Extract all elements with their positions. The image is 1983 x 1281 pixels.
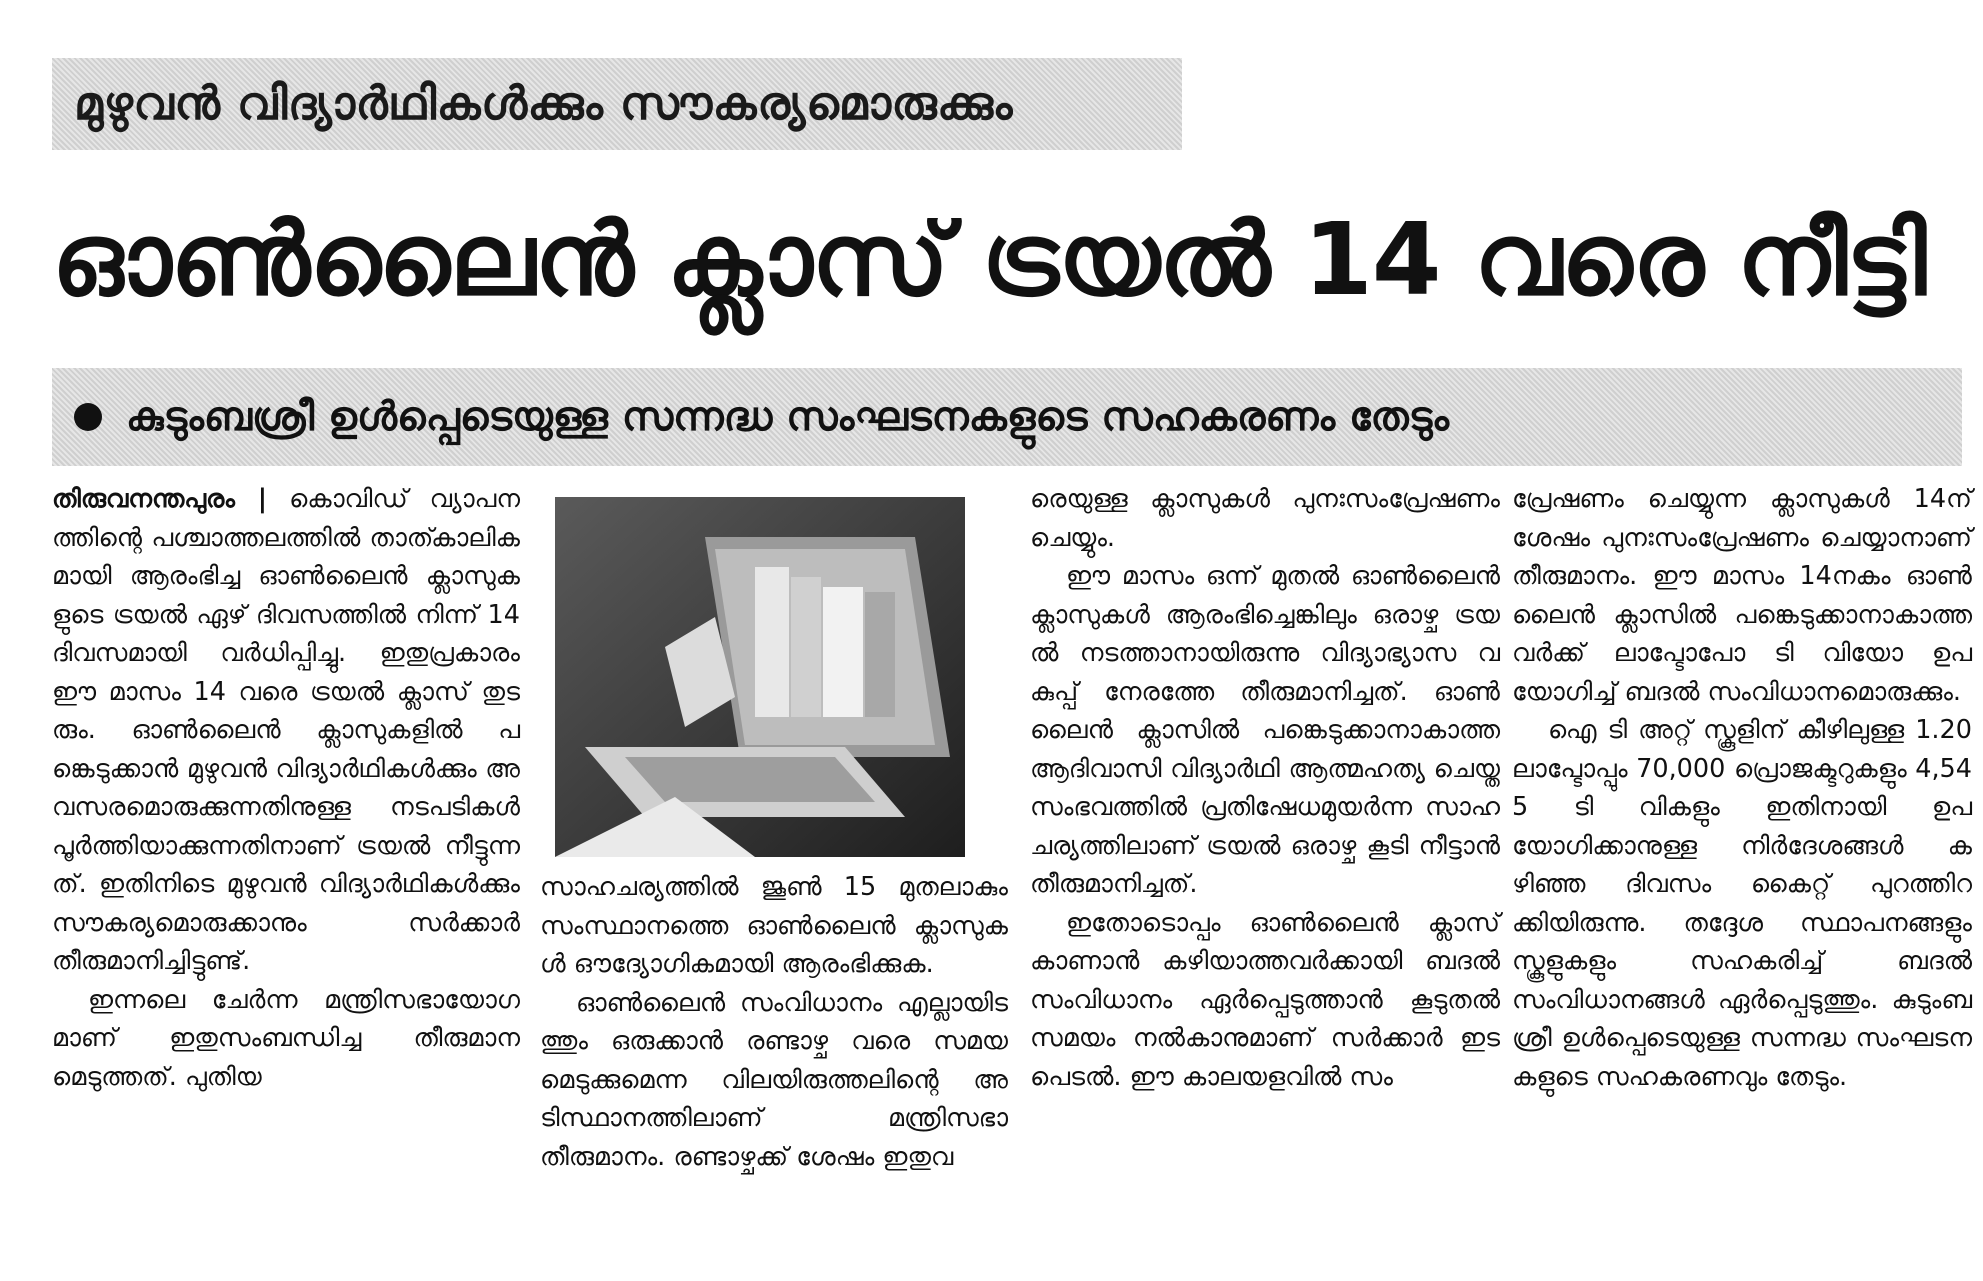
kicker-text: മുഴുവൻ വിദ്യാർഥികൾക്കും സൗകര്യമൊരുക്കും [74,76,1013,130]
laptop-books-icon [555,497,965,857]
paragraph: കൊവിഡ് വ്യാപനത്തിന്റെ പശ്ചാത്തലത്തിൽ താത്കാലികമായി ആരംഭിച്ച ഓൺലൈൻ ക്ലാസുകളുടെ ട്രയൽ ഏഴ് ദിവസത്തിൽ നിന്ന് 14 ദിവസമായി വർധിപ്പിച്ചു. ഇതുപ്രകാരം ഈ മാസം 14 വരെ ട്രയൽ ക്ലാസ് തുടരും. ഓൺലൈൻ ക്ലാസുകളിൽ പങ്കെടുക്കാൻ മുഴുവൻ വിദ്യാർഥികൾക്കും അവസരമൊരുക്കുന്നതിനുള്ള നടപടികൾ പൂർത്തിയാക്കുന്നതിനാണ് ട്രയൽ നീട്ടുന്നത്. ഇതിനിടെ മുഴുവൻ വിദ്യാർഥികൾക്കും സൗകര്യമൊരുക്കാനും സർക്കാർ തീരുമാനിച്ചിട്ടുണ്ട്. [52,484,520,976]
subdeck-text: കുടുംബശ്രീ ഉൾപ്പെടെയുള്ള സന്നദ്ധ സംഘടനകളുടെ സഹകരണം തേടും [126,394,1449,440]
dateline: തിരുവനന്തപുരം | [52,484,268,514]
article-column-3 [1030,480,1500,1096]
paragraph: ഐ ടി അറ്റ് സ്കൂളിന് കീഴിലുള്ള 1.20 ലാപ്ടോപ്പും 70,000 പ്രൊജക്ടറുകളും 4,545 ടി വികളും ഇതിനായി ഉപയോഗിക്കാനുള്ള നിർദേശങ്ങൾ കഴിഞ്ഞ ദിവസം കൈറ്റ് പുറത്തിറക്കിയിരുന്നു. തദ്ദേശ സ്ഥാപനങ്ങളും സ്കൂളുകളും സഹകരിച്ച് ബദൽ സംവിധാനങ്ങൾ ഏർപ്പെടുത്തും. കുടുംബശ്രീ ഉൾപ്പെടെയുള്ള സന്നദ്ധ സംഘടനകളുടെ സഹകരണവും തേടും. [1512,715,1972,1092]
paragraph: രെയുള്ള ക്ലാസുകൾ പുനഃസംപ്രേഷണം ചെയ്യും. [1030,484,1500,553]
paragraph: ഓൺലൈൻ സംവിധാനം എല്ലായിടത്തും ഒരുക്കാൻ രണ്ടാഴ്ച വരെ സമയമെടുക്കുമെന്ന വിലയിരുത്തലിന്റെ അടിസ്ഥാനത്തിലാണ് മന്ത്രിസഭാ തീരുമാനം. രണ്ടാഴ്ചക്ക് ശേഷം ഇതുവ [540,987,1008,1172]
article-column-2 [540,868,1008,1176]
kicker-banner [52,58,1182,150]
article-photo [555,497,965,857]
subdeck-banner [52,368,1962,466]
paragraph: പ്രേഷണം ചെയ്യുന്ന ക്ലാസുകൾ 14ന് ശേഷം പുനഃസംപ്രേഷണം ചെയ്യാനാണ് തീരുമാനം. ഈ മാസം 14നകം ഓൺലൈൻ ക്ലാസിൽ പങ്കെടുക്കാനാകാത്തവർക്ക് ലാപ്ടോപോ ടി വിയോ ഉപയോഗിച്ച് ബദൽ സംവിധാനമൊരുക്കും. [1512,484,1972,707]
paragraph: സാഹചര്യത്തിൽ ജൂൺ 15 മുതലാകും സംസ്ഥാനത്തെ ഓൺലൈൻ ക്ലാസുകൾ ഔദ്യോഗികമായി ആരംഭിക്കുക. [540,872,1008,979]
article-column-1 [52,480,520,1096]
headline: ഓൺലൈൻ ക്ലാസ് ട്രയൽ 14 വരെ നീട്ടി [52,201,1926,318]
paragraph: ഇതോടൊപ്പം ഓൺലൈൻ ക്ലാസ് കാണാൻ കഴിയാത്തവർക്കായി ബദൽ സംവിധാനം ഏർപ്പെടുത്താൻ കൂടുതൽ സമയം നൽകാനുമാണ് സർക്കാർ ഇടപെടൽ. ഈ കാലയളവിൽ സം [1030,907,1500,1092]
paragraph: ഈ മാസം ഒന്ന് മുതൽ ഓൺലൈൻ ക്ലാസുകൾ ആരംഭിച്ചെങ്കിലും ഒരാഴ്ച ട്രയൽ നടത്താനായിരുന്നു വിദ്യാഭ്യാസ വകുപ്പ് നേരത്തേ തീരുമാനിച്ചത്. ഓൺലൈൻ ക്ലാസിൽ പങ്കെടുക്കാനാകാത്ത ആദിവാസി വിദ്യാർഥി ആത്മഹത്യ ചെയ്ത സംഭവത്തിൽ പ്രതിഷേധമുയർന്ന സാഹചര്യത്തിലാണ് ട്രയൽ ഒരാഴ്ച കൂടി നീട്ടാൻ തീരുമാനിച്ചത്. [1030,561,1500,899]
paragraph: ഇന്നലെ ചേർന്ന മന്ത്രിസഭായോഗമാണ് ഇതുസംബന്ധിച്ച തീരുമാനമെടുത്തത്. പുതിയ [52,984,520,1092]
article-column-4 [1512,480,1972,1096]
bullet-icon [74,403,102,431]
